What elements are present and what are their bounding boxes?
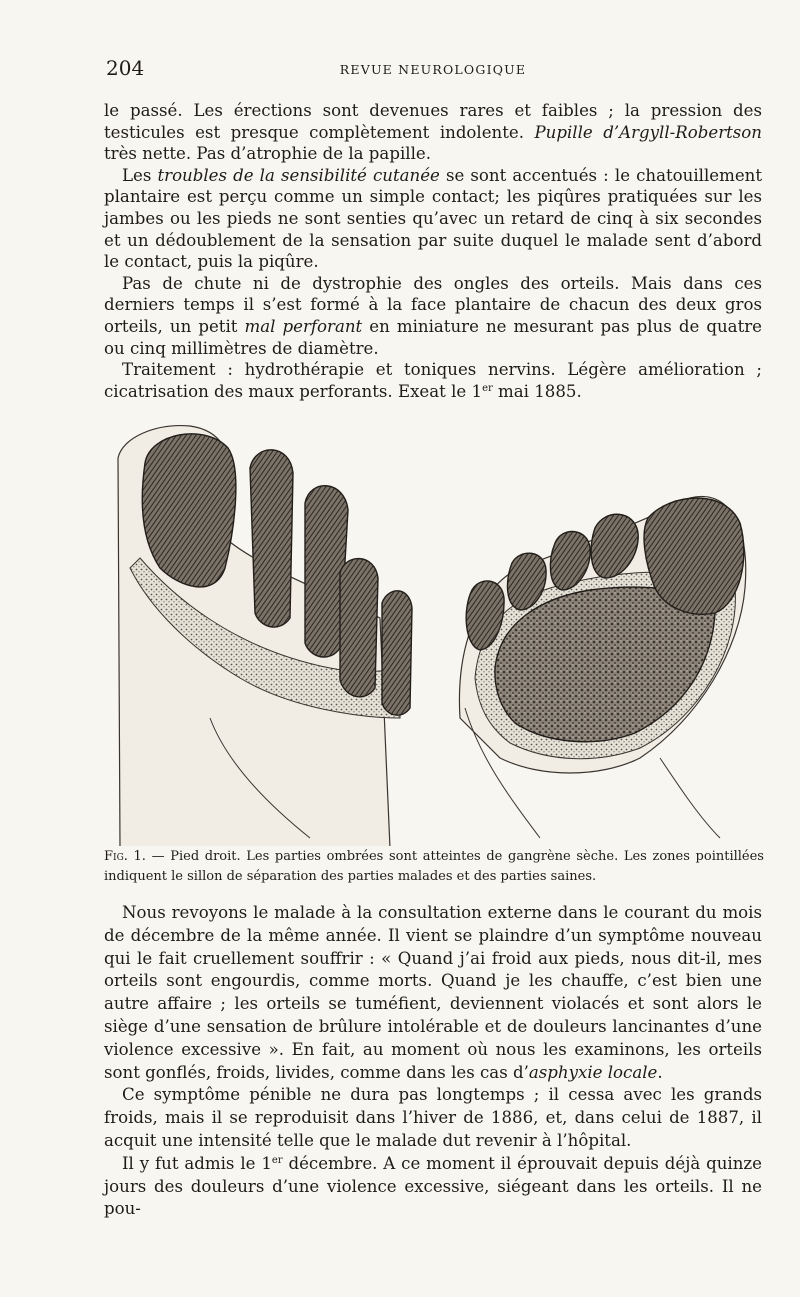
text-run: Il y fut admis le 1 xyxy=(122,1153,272,1173)
text-run: . xyxy=(657,1062,663,1082)
paragraph xyxy=(104,100,762,165)
figure-label: Fig. 1. — xyxy=(104,849,165,864)
text-run: le passé. Les érections sont devenues rares et faibles ; la pression des testicules est presque complètement indolente. xyxy=(104,101,762,142)
text-run: en miniature ne mesurant pas plus de quatre ou cinq millimètres de diamètre. xyxy=(104,316,762,358)
paragraph xyxy=(104,902,762,1084)
italic-text: Pupille d’Argyll-Robertson xyxy=(534,122,762,142)
text-run: très nette. Pas d’atrophie de la papille. xyxy=(104,144,431,164)
italic-text: mal perforant xyxy=(244,316,363,336)
text-run: Traitement : hydrothérapie et toniques nervins. Légère amélioration ; cicatrisation des maux perforants. Exeat le 1 xyxy=(104,360,762,401)
right-foot-drawing xyxy=(459,496,745,838)
running-head: REVUE NEUROLOGIQUE xyxy=(339,62,527,77)
italic-text: troubles de la sensibilité cutanée xyxy=(157,165,440,185)
text-run: se sont accentués : le chatouillement plantaire est perçu comme un simple contact; les piqûres pratiquées sur les jambes ou les pieds ne sont senties qu’avec un retard de cinq à six secondes et un dédoublement de la sensation par suite duquel le malade sent d’abord le contact, puis la piqûre. xyxy=(104,165,762,272)
body-text-bottom xyxy=(104,902,762,1221)
text-run: Les xyxy=(122,165,158,185)
left-foot-drawing xyxy=(118,426,412,846)
superscript: er xyxy=(482,382,493,394)
paragraph xyxy=(104,359,762,402)
page-number: 204 xyxy=(106,56,145,80)
figure-caption xyxy=(104,847,764,887)
text-run: Ce symptôme pénible ne dura pas longtemps ; il cessa avec les grands froids, mais il se reproduisit dans l’hiver de 1886, et, dans celui de 1887, il acquit une intensité telle que le malade dut revenir à l’hôpital. xyxy=(104,1085,762,1150)
text-run: Pas de chute ni de dystrophie des ongles des orteils. Mais dans ces derniers temps il s’est formé à la face plantaire de chacun des deux gros orteils, un petit xyxy=(104,273,762,336)
superscript: er xyxy=(271,1154,283,1166)
figure-caption-text: Pied droit. Les parties ombrées sont atteintes de gangrène sèche. Les zones pointillées indiquent le sillon de séparation des parties malades et des parties saines. xyxy=(104,849,764,884)
paragraph xyxy=(104,1153,762,1221)
page-header xyxy=(106,56,760,86)
text-run: Nous revoyons le malade à la consultation externe dans le courant du mois de décembre de la même année. Il vient se plaindre d’un symptôme nouveau qui le fait cruellement souffrir : « Quand j’ai froid aux pieds, nous dit-il, mes orteils sont engourdis, comme morts. Quand je les chauffe, c’est bien une autre affaire ; les orteils se tuméfient, deviennent violacés et sont alors le siège d’une sensation de brûlure intolérable et de douleurs lancinantes d’une violence excessive ». En fait, au moment où nous les examinons, les orteils sont gonflés, froids, livides, comme dans les cas d’ xyxy=(104,903,762,1082)
paragraph xyxy=(104,165,762,273)
text-run: mai 1885. xyxy=(492,381,582,401)
paragraph xyxy=(104,1084,762,1152)
text-run: décembre. A ce moment il éprouvait depuis déjà quinze jours des douleurs d’une violence excessive, siégeant dans les orteils. Il ne pou- xyxy=(104,1153,762,1219)
body-text-top xyxy=(104,100,762,402)
paragraph xyxy=(104,273,762,359)
italic-text: asphyxie locale xyxy=(528,1062,658,1082)
figure-illustration xyxy=(100,418,760,846)
